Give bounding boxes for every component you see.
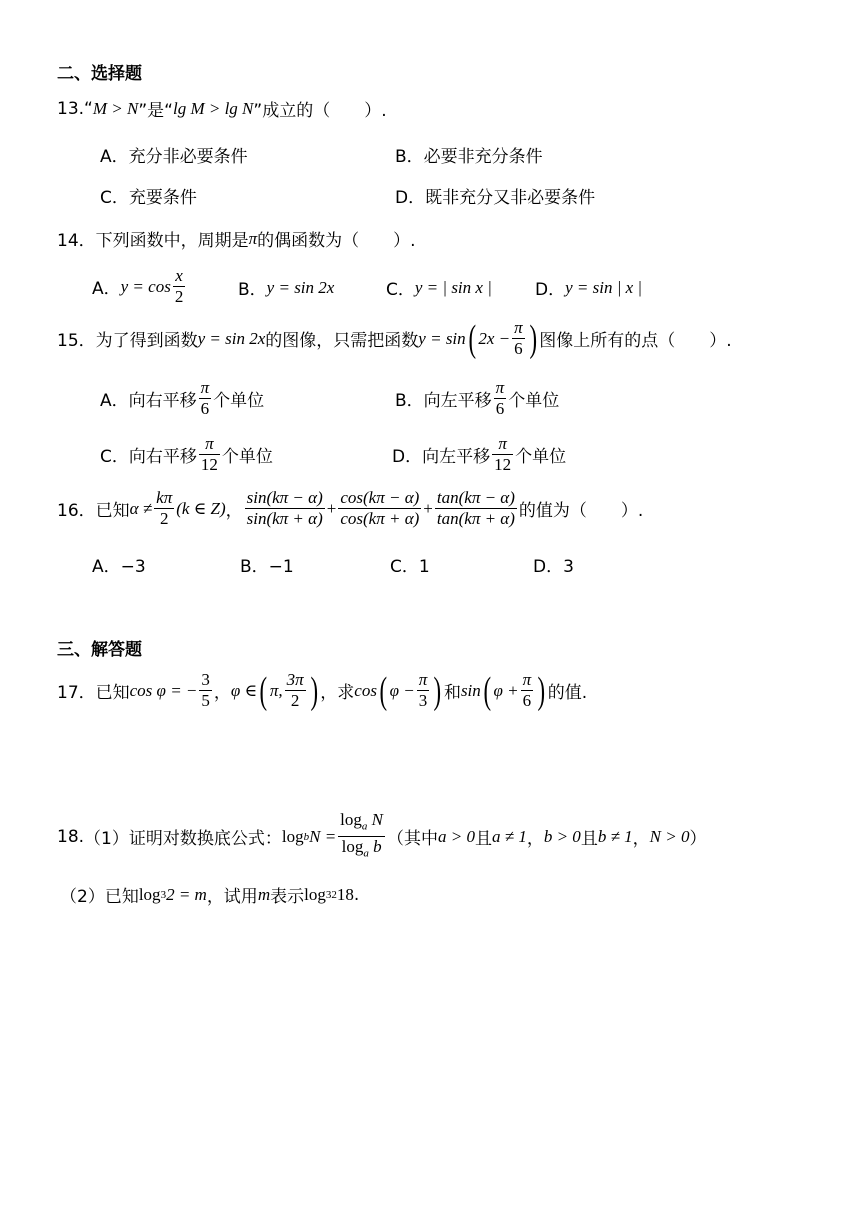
q18-cond-open: （其中	[387, 829, 438, 850]
q18-given-eq: 2 = m	[166, 884, 207, 904]
question-18-part-2	[60, 882, 359, 907]
q15-option-c	[100, 434, 273, 475]
q17-pi-third	[417, 670, 430, 711]
q16-tan-den: tan(kπ + α)	[436, 509, 515, 528]
q18-frac-num	[338, 810, 385, 837]
q18-cond-b-neq: b ≠ 1	[597, 826, 633, 846]
question-14	[57, 226, 416, 251]
q14-pi: π	[248, 228, 258, 248]
q17-tf-num: 3	[201, 670, 210, 689]
q18-m: m	[257, 884, 271, 904]
q17-cos-phi: cos φ = −	[129, 680, 198, 700]
q16-alpha-neq: α ≠	[129, 498, 153, 518]
q15-option-b-unit: 个单位	[508, 391, 560, 411]
q15-left-paren: (	[468, 317, 476, 360]
q17-interval-close: )	[310, 669, 318, 712]
q14-text-1: 下列函数中，周期是	[95, 231, 249, 251]
q18-target-log: log	[304, 884, 326, 904]
q15-option-c-text: C．向右平移	[100, 447, 197, 467]
q15-d-num: π	[492, 434, 513, 455]
q15-text-2: 的图像，只需把函数	[265, 331, 419, 351]
q14-number: 14．	[57, 231, 96, 251]
q15-option-d	[392, 434, 566, 475]
q16-cos-den: cos(kπ + α)	[340, 509, 420, 528]
q16-cos-num: cos(kπ − α)	[340, 488, 420, 507]
q13-option-c: C．充要条件	[100, 188, 197, 208]
q17-sin-close: )	[537, 669, 546, 712]
q17-phi-plus: φ +	[493, 680, 519, 700]
q15-frac-den: 6	[514, 339, 523, 358]
q17-pi-sixth	[521, 670, 534, 711]
q13-option-b: B．必要非充分条件	[395, 147, 543, 167]
q15-b-num: π	[495, 378, 505, 397]
q18-cond-close: ）	[689, 829, 707, 850]
q17-tf-den: 5	[201, 691, 210, 710]
q13-text-3: ”成立的（ ）.	[253, 101, 387, 121]
q17-cos: cos	[354, 680, 377, 700]
q13-text-2: ”是“	[138, 101, 173, 121]
q16-option-b: B．−1	[240, 557, 294, 577]
q14-option-a-fraction	[173, 266, 186, 307]
q15-option-b-fraction	[494, 378, 507, 419]
q18-frac-den	[338, 837, 385, 863]
q15-option-a-fraction	[199, 378, 212, 419]
section-title-answer: 三、解答题	[57, 640, 142, 660]
q16-sin-num: sin(kπ − α)	[246, 488, 323, 507]
q13-number: 13.	[57, 98, 85, 119]
q15-option-b-text: B．向左平移	[395, 391, 492, 411]
q15-c-num: π	[199, 434, 220, 455]
question-13	[57, 96, 387, 121]
q18-cond-N-pos: N > 0	[649, 826, 690, 846]
q17-pi-comma: π,	[269, 680, 283, 700]
q16-kpi-den: 2	[159, 509, 169, 528]
q18-text-3: ，试用	[206, 887, 258, 907]
q18-den-b: b	[373, 837, 382, 857]
q14-option-a-label: A．	[92, 279, 121, 299]
q15-option-b	[395, 378, 559, 419]
q16-cos-fraction	[338, 488, 421, 529]
q17-interval-open: (	[259, 669, 268, 712]
q18-comma-2: ，	[632, 829, 650, 850]
q15-option-d-unit: 个单位	[515, 447, 567, 467]
q14-option-d-label: D．	[535, 280, 566, 300]
q16-text-2: 的值为（ ）.	[518, 501, 644, 521]
q17-sin-open: (	[483, 669, 491, 712]
q17-phi-minus: φ −	[389, 680, 415, 700]
q18-log-base: b	[303, 830, 310, 843]
q15-option-c-unit: 个单位	[221, 447, 273, 467]
q15-b-den: 6	[495, 399, 505, 418]
q15-frac-num: π	[514, 318, 523, 337]
q17-number: 17．	[57, 683, 96, 703]
q18-num-log: log	[340, 810, 362, 829]
q18-N-eq: N =	[309, 826, 337, 846]
q17-pt-den: 3	[418, 691, 428, 710]
q18-given-base: 3	[160, 888, 167, 901]
q17-cos-open: (	[379, 669, 388, 712]
q16-kpi-fraction	[154, 488, 174, 529]
q16-k-in-z: (k ∈ Z)	[176, 498, 226, 518]
q14-option-d-formula: y = sin | x |	[565, 277, 643, 297]
q17-ps-den: 6	[522, 691, 532, 710]
q16-option-c: C．1	[390, 557, 430, 577]
q13-condition-2: lg M > lg N	[172, 98, 254, 118]
q14-option-b-label: B．	[238, 280, 267, 300]
q18-change-of-base-fraction	[338, 810, 385, 864]
q18-den-log: log	[341, 837, 364, 857]
q16-sin-den: sin(kπ + α)	[246, 509, 323, 528]
q17-text-3: 的值.	[547, 683, 588, 703]
q16-text-1: 已知	[95, 501, 130, 521]
q15-c-den: 12	[200, 455, 218, 474]
q18-cond-a-neq: a ≠ 1	[491, 826, 527, 846]
q15-option-d-fraction	[492, 434, 513, 475]
q18-comma-1: ，	[526, 829, 544, 850]
q14-option-a-formula: y = cos	[120, 276, 171, 296]
q15-fraction	[512, 318, 525, 359]
q15-option-a-unit: 个单位	[213, 391, 265, 411]
q14-a-denominator: 2	[174, 287, 184, 306]
q17-ps-num: π	[522, 670, 532, 689]
q18-text-1: （1）证明对数换底公式：	[84, 829, 282, 850]
q14-a-numerator: x	[173, 266, 186, 287]
q13-quote-open: “	[84, 98, 93, 119]
q16-sin-fraction	[245, 488, 325, 529]
question-15	[57, 318, 732, 359]
q15-d-den: 12	[494, 455, 512, 474]
q16-option-a: A．−3	[92, 557, 146, 577]
q13-condition-1: M > N	[92, 98, 139, 118]
q16-plus-1: +	[326, 498, 337, 518]
q16-tan-num: tan(kπ − α)	[436, 488, 515, 507]
q17-cos-close: )	[433, 669, 442, 712]
q16-comma: ，	[225, 501, 243, 521]
q16-plus-2: +	[423, 498, 433, 518]
q18-and-2: 且	[580, 829, 598, 850]
q14-option-d	[535, 275, 642, 300]
q18-num-base: a	[361, 820, 368, 833]
q16-kpi-num: kπ	[156, 488, 173, 507]
q18-log: log	[281, 826, 304, 846]
q14-option-c	[386, 275, 492, 300]
section-title-choice: 二、选择题	[57, 64, 142, 84]
q13-option-a: A．充分非必要条件	[100, 147, 248, 167]
q15-option-a-text: A．向右平移	[100, 391, 197, 411]
q15-option-c-fraction	[199, 434, 220, 475]
q14-option-b-formula: y = sin 2x	[266, 277, 335, 297]
q15-a-num: π	[200, 378, 210, 397]
q18-text-2: （2）已知	[60, 887, 139, 907]
q18-cond-b-pos: b > 0	[543, 826, 581, 846]
q17-three-pi-half	[285, 670, 306, 711]
q15-option-a	[100, 378, 264, 419]
q14-option-c-formula: y = | sin x |	[414, 277, 492, 297]
q17-pt-num: π	[418, 670, 428, 689]
q16-tan-fraction	[435, 488, 517, 529]
q14-option-b	[238, 275, 334, 300]
q14-text-2: 的偶函数为（ ）.	[257, 231, 416, 251]
q15-function-1: y = sin 2x	[197, 328, 266, 348]
q15-right-paren: )	[529, 317, 537, 360]
q13-option-d: D．既非充分又非必要条件	[395, 188, 596, 208]
q15-text-1: 为了得到函数	[95, 331, 198, 351]
q18-end: .	[353, 884, 360, 905]
q17-sin: sin	[460, 680, 481, 700]
q18-target-value: 18	[336, 884, 354, 904]
q15-a-den: 6	[200, 399, 210, 418]
q15-option-d-text: D．向左平移	[392, 447, 491, 467]
q14-option-c-label: C．	[386, 280, 415, 300]
q15-text-3: 图像上所有的点（ ）.	[539, 331, 732, 351]
q16-option-d: D．3	[533, 557, 574, 577]
q17-text-1: 已知	[95, 683, 130, 703]
q18-target-base: 32	[325, 888, 337, 901]
q18-den-base: a	[363, 847, 369, 860]
q17-text-2: ，求	[320, 683, 355, 703]
q18-text-4: 表示	[270, 887, 305, 907]
q16-number: 16．	[57, 501, 96, 521]
question-16	[57, 488, 643, 529]
q17-and: 和	[443, 683, 461, 703]
q18-cond-a-pos: a > 0	[438, 826, 475, 846]
q18-number: 18.	[57, 826, 85, 847]
q17-three-fifths	[199, 670, 212, 711]
q18-given-log: log	[138, 884, 161, 904]
question-18-part-1	[57, 810, 706, 864]
q15-function-2: y = sin	[418, 328, 466, 348]
question-17	[57, 670, 587, 711]
q15-number: 15．	[57, 331, 96, 351]
q17-tph-num: 3π	[286, 670, 304, 689]
q18-num-N: N	[371, 810, 383, 829]
q14-option-a	[92, 266, 187, 307]
q17-phi-in: φ ∈	[230, 680, 258, 700]
q17-tph-den: 2	[290, 691, 300, 710]
q18-and-1: 且	[474, 829, 492, 850]
q15-argument: 2x −	[478, 328, 511, 348]
q17-comma: ，	[213, 683, 231, 703]
